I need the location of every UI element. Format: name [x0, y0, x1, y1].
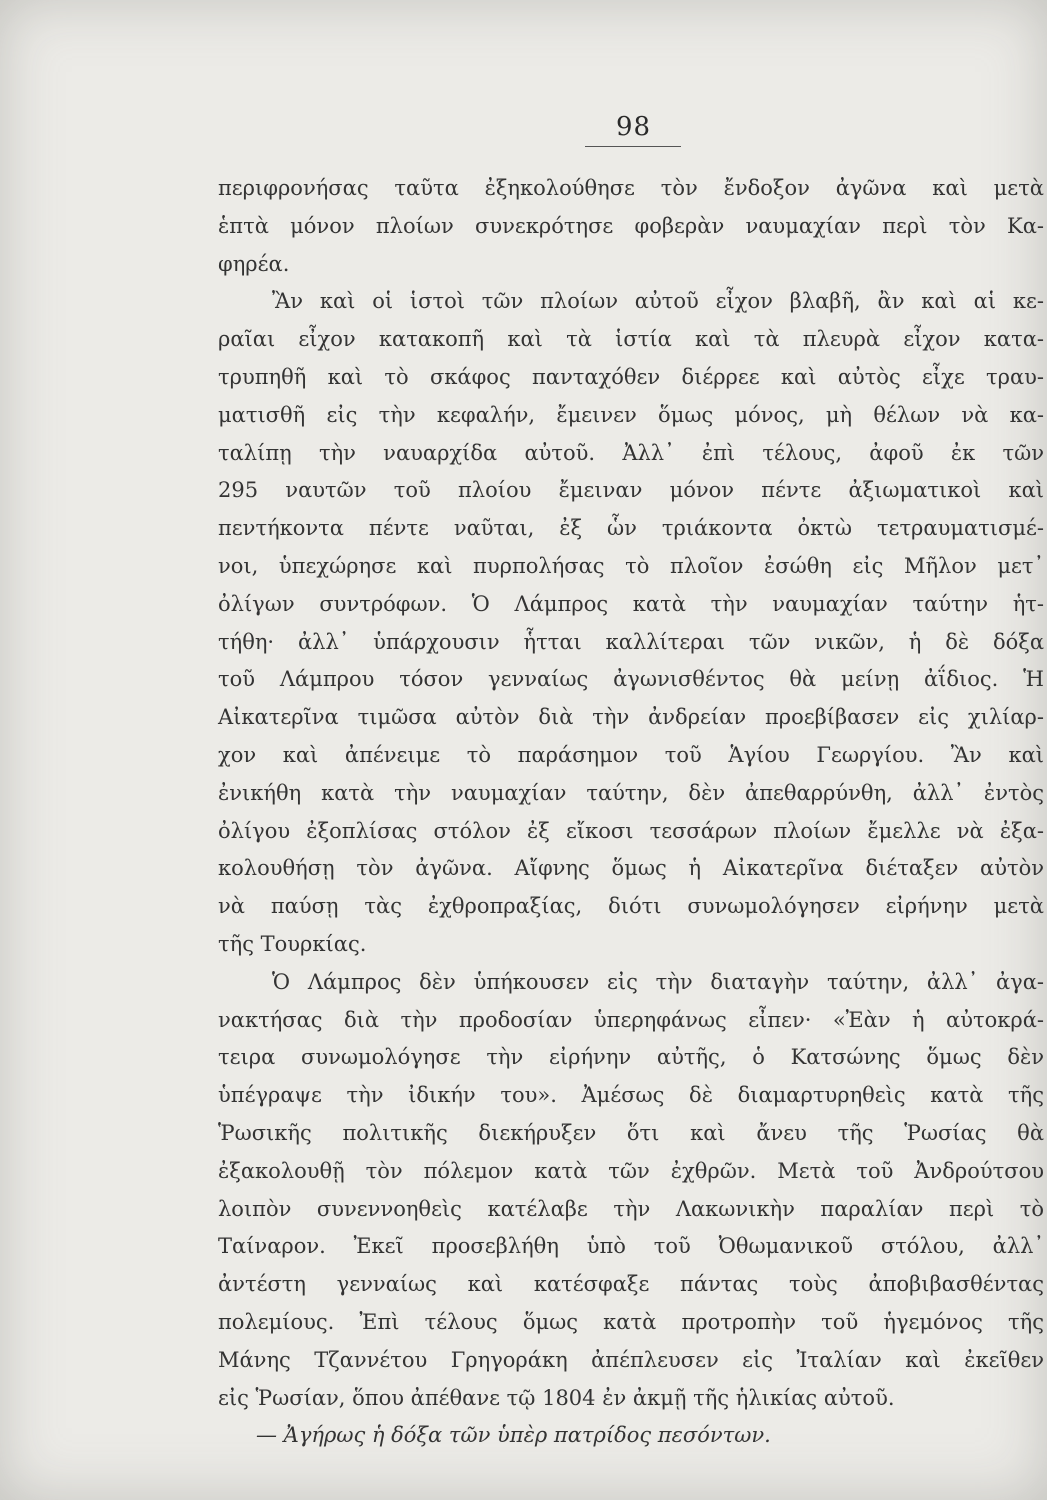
text-line: χον καὶ ἀπένειμε τὸ παράσημον τοῦ Ἁγίου Γεωργίου. Ἂν καὶ — [218, 742, 1044, 767]
text-line: κολουθήσῃ τὸν ἀγῶνα. Αἴφνης ὅμως ἡ Αἰκατερῖνα διέταξεν αὐτὸν — [218, 856, 1044, 881]
text-line: ἑπτὰ μόνον πλοίων συνεκρότησε φοβερὰν ναυμαχίαν περὶ τὸν Κα- — [218, 213, 1044, 238]
text-line: ἐνικήθη κατὰ τὴν ναυμαχίαν ταύτην, δὲν ἀπεθαρρύνθη, ἀλλ᾽ ἐντὸς — [218, 780, 1044, 805]
text-line: Ῥωσικῆς πολιτικῆς διεκήρυξεν ὅτι καὶ ἄνευ τῆς Ῥωσίας θὰ — [218, 1120, 1044, 1145]
text-line: ὀλίγων συντρόφων. Ὁ Λάμπρος κατὰ τὴν ναυμαχίαν ταύτην ἡτ- — [218, 591, 1044, 616]
text-line: Ἂν καὶ οἱ ἱστοὶ τῶν πλοίων αὐτοῦ εἶχον βλαβῆ, ἂν καὶ αἱ κε- — [272, 289, 1044, 314]
text-line: τρυπηθῆ καὶ τὸ σκάφος πανταχόθεν διέρρεε καὶ αὐτὸς εἶχε τραυ- — [218, 364, 1044, 389]
text-line: τειρα συνωμολόγησε τὴν εἰρήνην αὐτῆς, ὁ Κατσώνης ὅμως δὲν — [218, 1045, 1044, 1070]
text-line: νακτήσας διὰ τὴν προδοσίαν ὑπερηφάνως εἶπεν· «Ἐὰν ἡ αὐτοκρά- — [218, 1007, 1044, 1032]
text-line: νὰ παύσῃ τὰς ἐχθροπραξίας, διότι συνωμολόγησεν εἰρήνην μετὰ — [218, 894, 1044, 919]
text-line: λοιπὸν συνεννοηθεὶς κατέλαβε τὴν Λακωνικὴν παραλίαν περὶ τὸ — [218, 1196, 1044, 1221]
text-line: φηρέα. — [218, 251, 290, 276]
text-line: ἀντέστη γενναίως καὶ κατέσφαξε πάντας τοὺς ἀποβιβασθέντας — [218, 1272, 1044, 1297]
text-line: πεντήκοντα πέντε ναῦται, ἐξ ὧν τριάκοντα ὀκτὼ τετραυματισμέ- — [218, 516, 1044, 541]
text-line: τήθη· ἀλλ᾽ ὑπάρχουσιν ἧτται καλλίτεραι τῶν νικῶν, ἡ δὲ δόξα — [218, 629, 1044, 654]
text-line: 295 ναυτῶν τοῦ πλοίου ἔμειναν μόνον πέντε ἀξιωματικοὶ καὶ — [218, 478, 1044, 503]
page-number-rule — [585, 146, 681, 147]
text-line: ματισθῆ εἰς τὴν κεφαλήν, ἔμεινεν ὅμως μόνος, μὴ θέλων νὰ κα- — [218, 402, 1044, 427]
text-line: τῆς Τουρκίας. — [218, 931, 367, 956]
text-line: περιφρονήσας ταῦτα ἐξηκολούθησε τὸν ἔνδοξον ἀγῶνα καὶ μετὰ — [218, 176, 1044, 200]
text-line: Ὁ Λάμπρος δὲν ὑπήκουσεν εἰς τὴν διαταγὴν ταύτην, ἀλλ᾽ ἀγα- — [272, 969, 1044, 994]
text-line: Αἰκατερῖνα τιμῶσα αὐτὸν διὰ τὴν ἀνδρείαν προεβίβασεν εἰς χιλίαρ- — [218, 705, 1044, 730]
text-line: ὀλίγου ἐξοπλίσας στόλον ἐξ εἴκοσι τεσσάρων πλοίων ἔμελλε νὰ ἐξα- — [218, 818, 1044, 843]
text-line: Ταίναρον. Ἐκεῖ προσεβλήθη ὑπὸ τοῦ Ὀθωμανικοῦ στόλου, ἀλλ᾽ — [218, 1234, 1044, 1259]
text-line: νοι, ὑπεχώρησε καὶ πυρπολήσας τὸ πλοῖον ἐσώθη εἰς Μῆλον μετ᾽ — [218, 553, 1044, 578]
text-line: ταλίπῃ τὴν ναυαρχίδα αὐτοῦ. Ἀλλ᾽ ἐπὶ τέλους, ἀφοῦ ἐκ τῶν — [218, 440, 1044, 465]
page-number: 98 — [615, 112, 652, 142]
text-line: τοῦ Λάμπρου τόσον γενναίως ἀγωνισθέντος θὰ μείνῃ ἀΐδιος. Ἡ — [218, 667, 1044, 692]
text-line: εἰς Ῥωσίαν, ὅπου ἀπέθανε τῷ 1804 ἐν ἀκμῇ τῆς ἡλικίας αὐτοῦ. — [218, 1385, 895, 1410]
text-line: πολεμίους. Ἐπὶ τέλους ὅμως κατὰ προτροπὴν τοῦ ἡγεμόνος τῆς — [218, 1309, 1044, 1334]
closing-line: — Ἀγήρως ἡ δόξα τῶν ὑπὲρ πατρίδος πεσόντων. — [256, 1423, 771, 1448]
text-line: ἐξακολουθῇ τὸν πόλεμον κατὰ τῶν ἐχθρῶν. Μετὰ τοῦ Ἀνδρούτσου — [218, 1158, 1044, 1183]
text-line: ραῖαι εἶχον κατακοπῆ καὶ τὰ ἱστία καὶ τὰ πλευρὰ εἶχον κατα- — [218, 327, 1044, 352]
text-line: Μάνης Τζαννέτου Γρηγοράκη ἀπέπλευσεν εἰς Ἰταλίαν καὶ ἐκεῖθεν — [218, 1347, 1044, 1372]
text-line: ὑπέγραψε τὴν ἰδικήν του». Ἀμέσως δὲ διαμαρτυρηθεὶς κατὰ τῆς — [218, 1083, 1044, 1108]
body-text — [218, 170, 1044, 1455]
